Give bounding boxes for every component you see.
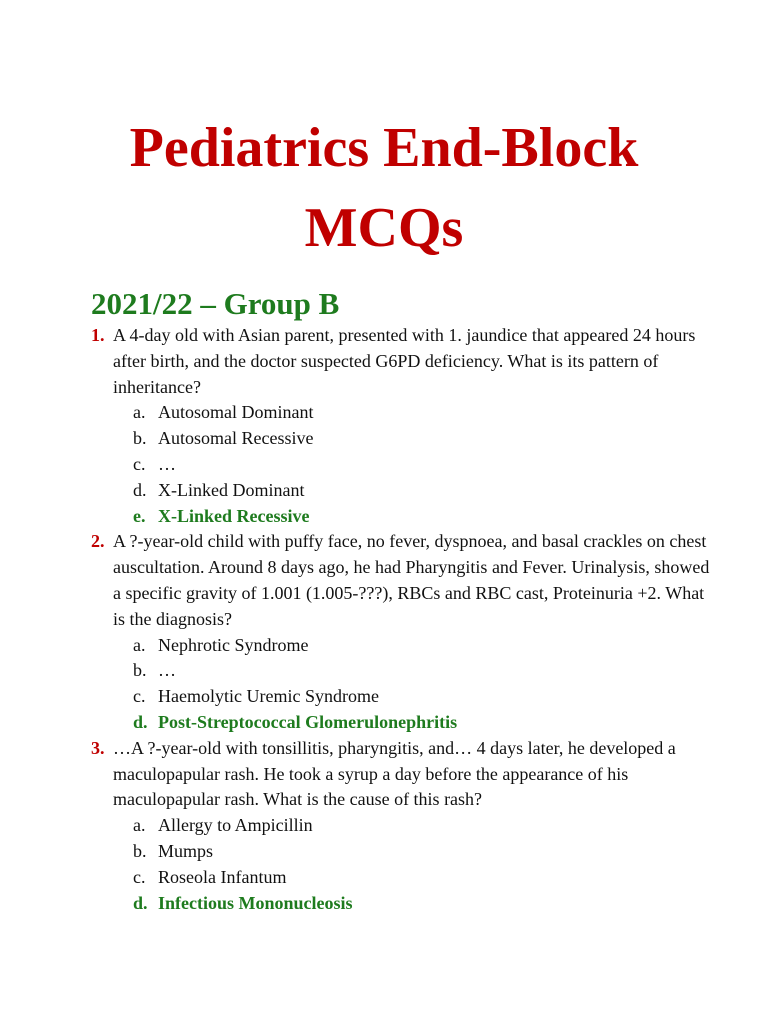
section-heading: 2021/22 – Group B bbox=[91, 286, 340, 321]
document-title-line-2: MCQs bbox=[304, 197, 464, 259]
correct-answer-option bbox=[133, 504, 711, 530]
option-text: Autosomal Dominant bbox=[158, 402, 314, 423]
question-text: A 4-day old with Asian parent, presented with 1. jaundice that appeared 24 hours after birth, and the doctor suspected G6PD deficiency. What is its pattern of inheritance? bbox=[113, 325, 696, 397]
option-text: … bbox=[158, 660, 176, 681]
answer-option bbox=[133, 684, 711, 710]
answer-option bbox=[133, 865, 711, 891]
option-list bbox=[113, 813, 711, 916]
answer-option bbox=[133, 400, 711, 426]
option-label: b. bbox=[133, 428, 147, 449]
option-text: Mumps bbox=[158, 840, 214, 861]
question-text: A ?-year-old child with puffy face, no fever, dyspnoea, and basal crackles on chest auscultation. Around 8 days ago, he had Pharyngitis and Fever. Urinalysis, showed a specific gravity of 1.001 (1.005-???), RBCs and RBC cast, Proteinuria +2. What is the diagnosis? bbox=[113, 531, 710, 629]
answer-option bbox=[133, 452, 711, 478]
option-label: a. bbox=[133, 402, 146, 423]
answer-option bbox=[133, 426, 711, 452]
option-text: X-Linked Dominant bbox=[158, 479, 305, 500]
option-label: c. bbox=[133, 453, 146, 474]
question-number: 2. bbox=[91, 531, 105, 552]
answer-option bbox=[133, 658, 711, 684]
document-title-line-1: Pediatrics End-Block bbox=[129, 117, 639, 179]
correct-answer-option bbox=[133, 891, 711, 917]
question-number: 1. bbox=[91, 325, 105, 345]
question-item bbox=[91, 736, 711, 917]
option-label: c. bbox=[133, 866, 146, 887]
option-label: e. bbox=[133, 505, 146, 526]
question-item bbox=[91, 529, 711, 735]
option-list bbox=[113, 633, 711, 736]
option-text: X-Linked Recessive bbox=[158, 505, 310, 526]
answer-option bbox=[133, 633, 711, 659]
option-list bbox=[113, 400, 711, 529]
option-label: a. bbox=[133, 634, 146, 655]
option-text: Roseola Infantum bbox=[158, 866, 287, 887]
option-text: … bbox=[158, 453, 176, 474]
correct-answer-option bbox=[133, 710, 711, 736]
question-item bbox=[91, 323, 711, 529]
option-label: a. bbox=[133, 815, 146, 836]
option-label: d. bbox=[133, 892, 148, 913]
option-text: Nephrotic Syndrome bbox=[158, 634, 309, 655]
option-label: b. bbox=[133, 840, 147, 861]
option-text: Post-Streptococcal Glomerulonephritis bbox=[158, 711, 458, 732]
option-label: d. bbox=[133, 479, 147, 500]
option-label: d. bbox=[133, 711, 148, 732]
answer-option bbox=[133, 478, 711, 504]
option-text: Infectious Mononucleosis bbox=[158, 892, 353, 913]
option-text: Haemolytic Uremic Syndrome bbox=[158, 686, 379, 707]
option-text: Autosomal Recessive bbox=[158, 428, 314, 449]
question-text: …A ?-year-old with tonsillitis, pharyngitis, and… 4 days later, he developed a maculopapular rash. He took a syrup a day before the appearance of his maculopapular rash. What is the cause of this rash? bbox=[113, 737, 676, 810]
document-title bbox=[0, 108, 768, 268]
answer-option bbox=[133, 839, 711, 865]
option-label: c. bbox=[133, 686, 146, 707]
question-number: 3. bbox=[91, 737, 105, 758]
option-text: Allergy to Ampicillin bbox=[158, 815, 313, 836]
option-label: b. bbox=[133, 660, 147, 681]
answer-option bbox=[133, 813, 711, 839]
question-list bbox=[91, 323, 711, 916]
